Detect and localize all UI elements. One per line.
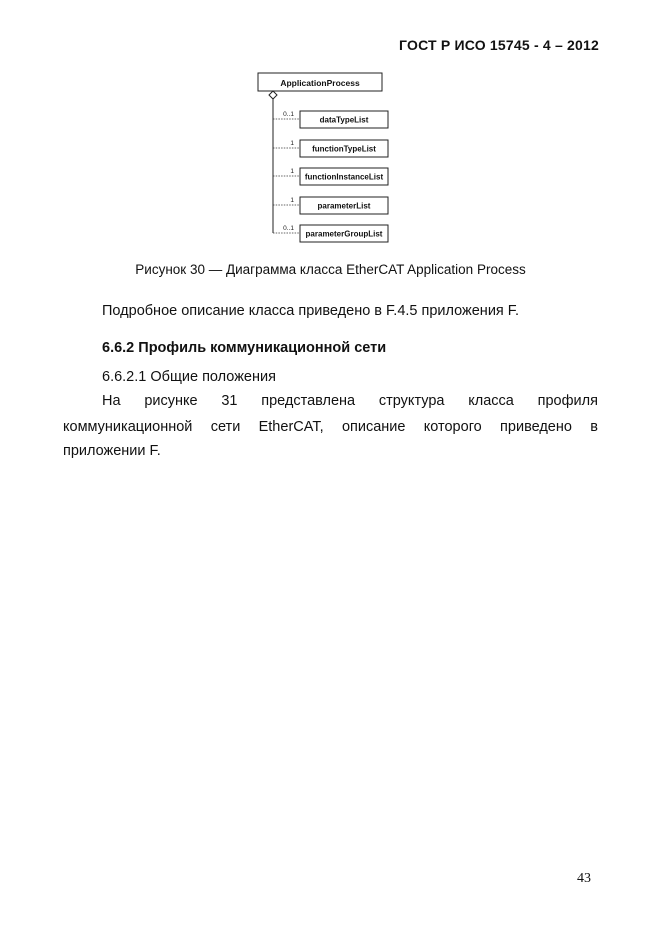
page-number: 43 — [577, 871, 591, 886]
child-class-name: dataTypeList — [319, 115, 369, 125]
multiplicity-label: 0..1 — [283, 111, 294, 118]
child-class-name: parameterGroupList — [305, 229, 383, 239]
paragraph-line-2 — [63, 414, 598, 440]
word: представлена — [261, 393, 356, 409]
figure-caption: Рисунок 30 — Диаграмма класса EtherCAT Application Process — [135, 262, 526, 277]
document-header: ГОСТ Р ИСО 15745 - 4 – 2012 — [399, 37, 599, 53]
class-diagram — [0, 0, 661, 260]
word: сети — [210, 419, 241, 435]
word: класса — [468, 393, 514, 409]
multiplicity-label: 1 — [290, 168, 294, 175]
child-class-name: parameterList — [317, 201, 371, 211]
word: которого — [423, 419, 482, 435]
word: рисунке — [144, 393, 198, 409]
multiplicity-label: 1 — [290, 140, 294, 147]
section-heading: 6.6.2 Профиль коммуникационной сети — [102, 340, 387, 356]
word: в — [590, 419, 598, 435]
word: описание — [341, 419, 406, 435]
subsection-heading: 6.6.2.1 Общие положения — [102, 369, 276, 385]
word: EtherCAT, — [258, 419, 324, 435]
paragraph-line-3: приложении F. — [63, 443, 161, 459]
paragraph-line-1 — [63, 388, 598, 414]
word: коммуникационной — [63, 419, 193, 435]
child-class-name: functionTypeList — [312, 144, 376, 154]
word: На — [102, 393, 121, 409]
root-class-name: ApplicationProcess — [280, 78, 360, 88]
paragraph: Подробное описание класса приведено в F.4.5 приложения F. — [102, 303, 520, 319]
word: структура — [378, 393, 445, 409]
multiplicity-label: 1 — [290, 197, 294, 204]
multiplicity-label: 0..1 — [283, 225, 294, 232]
child-class-name: functionInstanceList — [304, 172, 384, 182]
aggregation-diamond — [269, 91, 277, 99]
word: 31 — [221, 393, 238, 409]
word: приведено — [500, 419, 572, 435]
word: профиля — [537, 393, 598, 409]
